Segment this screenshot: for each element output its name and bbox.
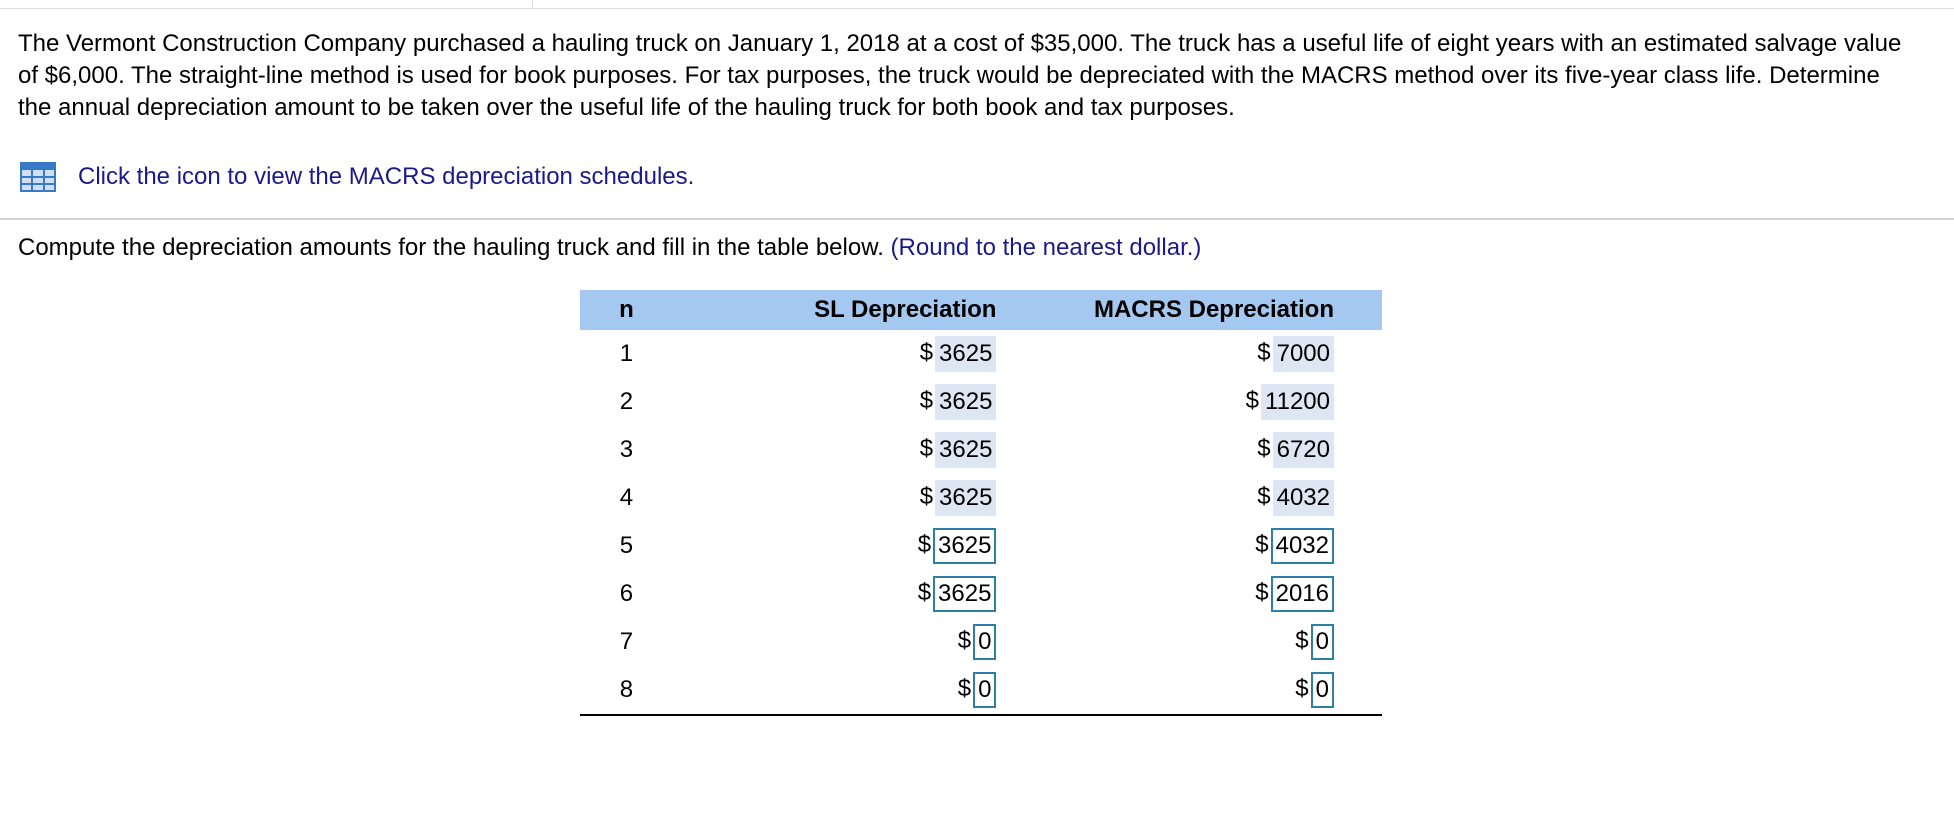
sl-cell	[673, 618, 1028, 666]
currency-symbol: $	[919, 387, 934, 415]
sl-cell	[673, 666, 1028, 715]
sl-cell	[673, 330, 1028, 378]
macrs-answer[interactable]: 11200	[1261, 384, 1334, 420]
currency-symbol: $	[919, 435, 934, 463]
macrs-cell	[1028, 378, 1382, 426]
macrs-schedule-link[interactable]: Click the icon to view the MACRS depreciation schedules.	[78, 163, 695, 190]
sl-cell	[673, 426, 1028, 474]
sl-answer[interactable]: 3625	[935, 336, 996, 372]
depreciation-table	[580, 290, 1382, 716]
top-divider	[0, 8, 1954, 9]
currency-symbol: $	[957, 627, 972, 655]
macrs-answer[interactable]: 4032	[1273, 480, 1334, 516]
currency-symbol: $	[1257, 483, 1271, 511]
currency-symbol: $	[919, 339, 934, 367]
table-row	[580, 474, 1382, 522]
row-year: 2	[619, 388, 634, 415]
header-sl-depreciation: SL Depreciation	[673, 290, 1028, 330]
table-header-row	[580, 290, 1382, 330]
currency-symbol: $	[1255, 579, 1269, 607]
currency-symbol: $	[1295, 675, 1309, 703]
currency-symbol: $	[1295, 627, 1309, 655]
macrs-schedule-link-row[interactable]	[20, 160, 694, 194]
macrs-cell	[1028, 522, 1382, 570]
macrs-input[interactable]: 0	[1311, 672, 1334, 708]
currency-symbol: $	[1245, 387, 1260, 415]
macrs-cell	[1028, 330, 1382, 378]
macrs-cell	[1028, 618, 1382, 666]
instruction-text	[18, 232, 1201, 264]
table-row	[580, 330, 1382, 378]
sl-cell	[673, 570, 1028, 618]
table-row	[580, 570, 1382, 618]
currency-symbol: $	[1255, 531, 1269, 559]
macrs-answer[interactable]: 6720	[1273, 432, 1334, 468]
macrs-cell	[1028, 666, 1382, 715]
macrs-cell	[1028, 570, 1382, 618]
table-row	[580, 378, 1382, 426]
sl-input[interactable]: 0	[973, 624, 996, 660]
sl-cell	[673, 522, 1028, 570]
instruction-main: Compute the depreciation amounts for the hauling truck and fill in the table below.	[18, 234, 884, 261]
header-n: n	[580, 290, 673, 330]
row-year: 8	[619, 676, 634, 703]
sl-answer[interactable]: 3625	[935, 384, 996, 420]
sl-answer[interactable]: 3625	[935, 480, 996, 516]
macrs-input[interactable]: 2016	[1271, 576, 1334, 612]
section-divider	[0, 218, 1954, 220]
row-year: 4	[619, 484, 634, 511]
table-row	[580, 666, 1382, 715]
row-year: 5	[619, 532, 634, 559]
sl-input[interactable]: 0	[973, 672, 996, 708]
sl-cell	[673, 378, 1028, 426]
row-year: 1	[619, 340, 634, 367]
sl-cell	[673, 474, 1028, 522]
row-year: 7	[619, 628, 634, 655]
top-divider-tick	[532, 0, 533, 8]
macrs-input[interactable]: 4032	[1271, 528, 1334, 564]
macrs-answer[interactable]: 7000	[1273, 336, 1334, 372]
row-year: 6	[619, 580, 634, 607]
currency-symbol: $	[919, 483, 934, 511]
sl-answer[interactable]: 3625	[935, 432, 996, 468]
header-macrs-depreciation: MACRS Depreciation	[1028, 290, 1382, 330]
table-row	[580, 618, 1382, 666]
macrs-cell	[1028, 474, 1382, 522]
table-grid-icon[interactable]	[20, 162, 56, 192]
currency-symbol: $	[917, 579, 932, 607]
macrs-input[interactable]: 0	[1311, 624, 1334, 660]
table-row	[580, 522, 1382, 570]
currency-symbol: $	[957, 675, 972, 703]
currency-symbol: $	[1257, 339, 1271, 367]
problem-statement: The Vermont Construction Company purchased a hauling truck on January 1, 2018 at a cost of $35,000. The truck has a useful life of eight years with an estimated salvage value of $6,000. The straight-line method is used for book purposes. For tax purposes, the truck would be depreciated with the MACRS method over its five-year class life. Determine the annual depreciation amount to be taken over the useful life of the hauling truck for both book and tax purposes.	[18, 30, 1902, 121]
table-row	[580, 426, 1382, 474]
rounding-hint: (Round to the nearest dollar.)	[890, 234, 1202, 261]
currency-symbol: $	[1257, 435, 1271, 463]
sl-input[interactable]: 3625	[933, 576, 996, 612]
currency-symbol: $	[917, 531, 932, 559]
row-year: 3	[619, 436, 634, 463]
sl-input[interactable]: 3625	[933, 528, 996, 564]
macrs-cell	[1028, 426, 1382, 474]
